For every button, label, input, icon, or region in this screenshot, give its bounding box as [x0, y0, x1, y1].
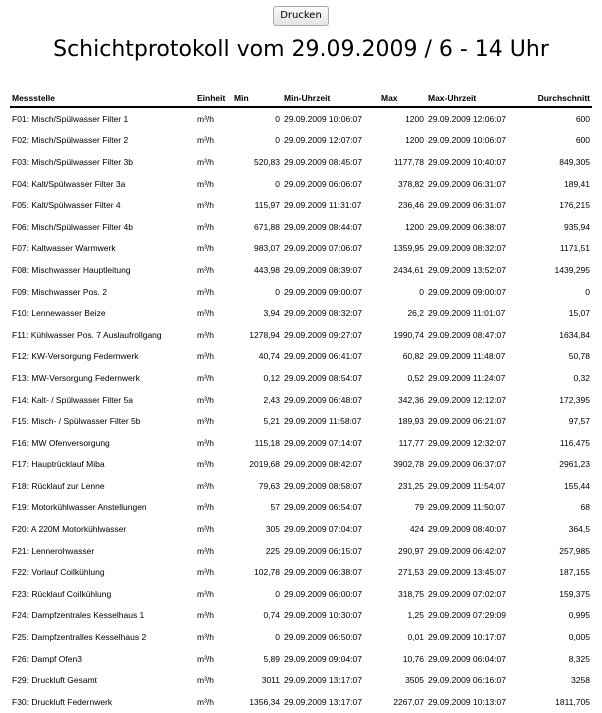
cell-messstelle: F01: Misch/Spülwasser Filter 1 [12, 113, 129, 124]
table-row [10, 605, 592, 627]
table-row [10, 518, 592, 540]
cell-max-uhrzeit: 29.09.2009 06:16:07 [428, 675, 506, 686]
cell-einheit: m³/h [197, 372, 214, 383]
table-row [10, 130, 592, 152]
cell-einheit: m³/h [197, 308, 214, 319]
cell-durchschnitt: 0,005 [568, 632, 590, 643]
table-row [10, 497, 592, 519]
header-min: Min [232, 85, 282, 107]
print-button[interactable]: Drucken [273, 6, 329, 26]
cell-durchschnitt: 2961,23 [559, 459, 590, 470]
cell-min: 1356,34 [249, 696, 280, 707]
cell-min-uhrzeit: 29.09.2009 06:38:07 [284, 567, 362, 578]
table-row [10, 107, 592, 130]
cell-max: 117,77 [398, 437, 424, 448]
cell-durchschnitt: 155,44 [564, 480, 590, 491]
cell-durchschnitt: 187,155 [559, 567, 590, 578]
cell-einheit: m³/h [197, 135, 214, 146]
cell-min: 5,89 [263, 653, 280, 664]
cell-messstelle: F15: Misch- / Spülwasser Filter 5b [12, 416, 141, 427]
cell-max: 290,97 [398, 545, 424, 556]
cell-messstelle: F29: Druckluft Gesamt [12, 675, 98, 686]
cell-messstelle: F06: Misch/Spülwasser Filter 4b [12, 221, 133, 232]
cell-durchschnitt: 600 [575, 113, 590, 124]
cell-durchschnitt: 1811,705 [555, 696, 590, 707]
cell-max-uhrzeit: 29.09.2009 12:12:07 [428, 394, 506, 405]
cell-durchschnitt: 849,305 [559, 156, 590, 167]
cell-min-uhrzeit: 29.09.2009 11:58:07 [284, 416, 362, 427]
table-row [10, 475, 592, 497]
cell-max: 1,25 [407, 610, 424, 621]
table-row [10, 324, 592, 346]
table-row [10, 281, 592, 303]
table-row [10, 259, 592, 281]
cell-min: 115,97 [254, 200, 280, 211]
cell-messstelle: F08: Mischwasser Hauptleitung [12, 264, 131, 275]
cell-messstelle: F12: KW-Versorgung Federnwerk [12, 351, 139, 362]
cell-min: 520,83 [254, 156, 280, 167]
cell-einheit: m³/h [197, 653, 214, 664]
cell-min-uhrzeit: 29.09.2009 11:31:07 [284, 200, 362, 211]
cell-messstelle: F05: Kalt/Spülwasser Filter 4 [12, 200, 121, 211]
cell-einheit: m³/h [197, 200, 214, 211]
cell-einheit: m³/h [197, 394, 214, 405]
cell-durchschnitt: 257,985 [559, 545, 590, 556]
cell-max: 1200 [405, 113, 424, 124]
cell-min: 0 [275, 113, 280, 124]
cell-max: 26,2 [407, 308, 424, 319]
cell-min: 3011 [261, 675, 280, 686]
cell-max: 10,76 [402, 653, 424, 664]
table-row [10, 691, 592, 713]
cell-einheit: m³/h [197, 286, 214, 297]
cell-durchschnitt: 1439,295 [554, 264, 590, 275]
cell-max-uhrzeit: 29.09.2009 08:47:07 [428, 329, 506, 340]
cell-min-uhrzeit: 29.09.2009 07:04:07 [284, 524, 362, 535]
cell-messstelle: F23: Rücklauf Coilkühlung [12, 588, 112, 599]
cell-min-uhrzeit: 29.09.2009 06:48:07 [284, 394, 362, 405]
measurement-table [10, 85, 592, 713]
cell-max-uhrzeit: 29.09.2009 11:54:07 [428, 480, 506, 491]
cell-min-uhrzeit: 29.09.2009 08:54:07 [284, 372, 362, 383]
header-min-uhrzeit: Min-Uhrzeit [282, 85, 379, 107]
cell-min-uhrzeit: 29.09.2009 06:00:07 [284, 588, 362, 599]
cell-durchschnitt: 15,07 [568, 308, 590, 319]
cell-durchschnitt: 176,215 [559, 200, 590, 211]
cell-max: 318,75 [398, 588, 424, 599]
cell-max: 1200 [405, 221, 424, 232]
cell-durchschnitt: 0 [585, 286, 590, 297]
cell-min: 0,74 [263, 610, 280, 621]
cell-max-uhrzeit: 29.09.2009 06:38:07 [428, 221, 506, 232]
table-row [10, 626, 592, 648]
cell-min: 0 [275, 632, 280, 643]
cell-max-uhrzeit: 29.09.2009 06:42:07 [428, 545, 506, 556]
cell-durchschnitt: 0,995 [568, 610, 590, 621]
header-max-uhrzeit: Max-Uhrzeit [426, 85, 523, 107]
cell-max-uhrzeit: 29.09.2009 06:31:07 [428, 200, 506, 211]
cell-einheit: m³/h [197, 416, 214, 427]
table-row [10, 173, 592, 195]
cell-einheit: m³/h [197, 632, 214, 643]
cell-min: 57 [270, 502, 280, 513]
cell-min-uhrzeit: 29.09.2009 12:07:07 [284, 135, 362, 146]
table-body [10, 107, 592, 713]
cell-messstelle: F11: Kühlwasser Pos. 7 Auslaufrollgang [12, 329, 162, 340]
table-row [10, 238, 592, 260]
cell-min-uhrzeit: 29.09.2009 06:06:07 [284, 178, 362, 189]
table-row [10, 302, 592, 324]
cell-einheit: m³/h [197, 480, 214, 491]
cell-min: 5,21 [263, 416, 280, 427]
cell-einheit: m³/h [197, 567, 214, 578]
cell-durchschnitt: 600 [575, 135, 590, 146]
cell-einheit: m³/h [197, 351, 214, 362]
cell-max: 1200 [405, 135, 424, 146]
cell-min-uhrzeit: 29.09.2009 06:54:07 [284, 502, 362, 513]
cell-messstelle: F19: Motorkühlwasser Anstellungen [12, 502, 147, 513]
cell-max: 378,82 [398, 178, 424, 189]
cell-einheit: m³/h [197, 437, 214, 448]
cell-einheit: m³/h [197, 502, 214, 513]
cell-durchschnitt: 159,375 [559, 588, 590, 599]
cell-durchschnitt: 364,5 [568, 524, 590, 535]
cell-min: 2019,68 [249, 459, 280, 470]
cell-einheit: m³/h [197, 524, 214, 535]
cell-durchschnitt: 116,475 [559, 437, 590, 448]
cell-durchschnitt: 50,78 [568, 351, 590, 362]
table-row [10, 389, 592, 411]
cell-max-uhrzeit: 29.09.2009 12:32:07 [428, 437, 506, 448]
cell-min-uhrzeit: 29.09.2009 08:39:07 [284, 264, 362, 275]
table-header-row [10, 85, 592, 107]
cell-min-uhrzeit: 29.09.2009 06:41:07 [284, 351, 362, 362]
cell-einheit: m³/h [197, 243, 214, 254]
cell-min-uhrzeit: 29.09.2009 09:00:07 [284, 286, 362, 297]
cell-messstelle: F16: MW Ofenversorgung [12, 437, 110, 448]
cell-min: 1278,94 [249, 329, 280, 340]
cell-min: 40,74 [258, 351, 280, 362]
header-einheit: Einheit [195, 85, 232, 107]
cell-messstelle: F07: Kaltwasser Warmwerk [12, 243, 116, 254]
table-row [10, 194, 592, 216]
cell-max-uhrzeit: 29.09.2009 09:00:07 [428, 286, 506, 297]
cell-messstelle: F09: Mischwasser Pos. 2 [12, 286, 107, 297]
cell-min-uhrzeit: 29.09.2009 08:58:07 [284, 480, 362, 491]
cell-messstelle: F03: Misch/Spülwasser Filter 3b [12, 156, 133, 167]
cell-max-uhrzeit: 29.09.2009 10:40:07 [428, 156, 506, 167]
cell-max: 2267,07 [393, 696, 424, 707]
cell-messstelle: F02: Misch/Spülwasser Filter 2 [12, 135, 129, 146]
cell-messstelle: F18: Rücklauf zur Lenne [12, 480, 105, 491]
cell-messstelle: F22: Vorlauf Coilkühlung [12, 567, 105, 578]
table-row [10, 561, 592, 583]
cell-max: 0 [419, 286, 424, 297]
cell-min-uhrzeit: 29.09.2009 08:44:07 [284, 221, 362, 232]
cell-messstelle: F10: Lennewasser Beize [12, 308, 106, 319]
cell-min-uhrzeit: 29.09.2009 10:06:07 [284, 113, 362, 124]
cell-min-uhrzeit: 29.09.2009 08:42:07 [284, 459, 362, 470]
cell-max-uhrzeit: 29.09.2009 11:24:07 [428, 372, 506, 383]
cell-min: 3,94 [263, 308, 280, 319]
cell-max-uhrzeit: 29.09.2009 07:02:07 [428, 588, 506, 599]
cell-min: 983,07 [254, 243, 280, 254]
table-row [10, 432, 592, 454]
cell-max-uhrzeit: 29.09.2009 10:13:07 [428, 696, 506, 707]
table-row [10, 216, 592, 238]
print-bar [0, 0, 602, 25]
table-row [10, 410, 592, 432]
cell-messstelle: F13: MW-Versorgung Federnwerk [12, 372, 140, 383]
cell-max-uhrzeit: 29.09.2009 13:45:07 [428, 567, 506, 578]
cell-max-uhrzeit: 29.09.2009 07:29:09 [428, 610, 506, 621]
cell-messstelle: F24: Dampfzentrales Kesselhaus 1 [12, 610, 145, 621]
cell-messstelle: F17: Hauptrücklauf Miba [12, 459, 105, 470]
cell-min: 79,63 [258, 480, 280, 491]
table-row [10, 346, 592, 368]
cell-durchschnitt: 172,395 [559, 394, 590, 405]
cell-durchschnitt: 97,57 [568, 416, 590, 427]
cell-max: 0,01 [407, 632, 424, 643]
cell-messstelle: F21: Lennerohwasser [12, 545, 95, 556]
cell-min: 671,88 [254, 221, 280, 232]
cell-einheit: m³/h [197, 178, 214, 189]
cell-max: 2434,61 [393, 264, 424, 275]
cell-min: 305 [265, 524, 280, 535]
cell-durchschnitt: 935,94 [564, 221, 590, 232]
cell-min: 0,12 [263, 372, 280, 383]
cell-messstelle: F20: A 220M Motorkühlwasser [12, 524, 127, 535]
cell-einheit: m³/h [197, 588, 214, 599]
cell-max: 0,52 [407, 372, 424, 383]
cell-max-uhrzeit: 29.09.2009 11:50:07 [428, 502, 506, 513]
cell-max: 3505 [405, 675, 424, 686]
cell-durchschnitt: 189,41 [564, 178, 590, 189]
cell-min-uhrzeit: 29.09.2009 09:04:07 [284, 653, 362, 664]
cell-max: 271,53 [398, 567, 424, 578]
cell-min-uhrzeit: 29.09.2009 07:14:07 [284, 437, 362, 448]
cell-min: 102,78 [254, 567, 280, 578]
table-row [10, 454, 592, 476]
cell-max-uhrzeit: 29.09.2009 06:21:07 [428, 416, 506, 427]
cell-messstelle: F14: Kalt- / Spülwasser Filter 5a [12, 394, 133, 405]
cell-einheit: m³/h [197, 329, 214, 340]
cell-min: 2,43 [263, 394, 280, 405]
cell-max-uhrzeit: 29.09.2009 13:52:07 [428, 264, 506, 275]
cell-durchschnitt: 1171,51 [559, 243, 590, 254]
cell-max-uhrzeit: 29.09.2009 06:37:07 [428, 459, 506, 470]
cell-min: 0 [275, 135, 280, 146]
cell-max-uhrzeit: 29.09.2009 11:48:07 [428, 351, 506, 362]
cell-max: 60,82 [402, 351, 424, 362]
cell-min: 0 [275, 178, 280, 189]
cell-min-uhrzeit: 29.09.2009 13:17:07 [284, 675, 362, 686]
cell-min-uhrzeit: 29.09.2009 07:06:07 [284, 243, 362, 254]
cell-einheit: m³/h [197, 545, 214, 556]
cell-max-uhrzeit: 29.09.2009 08:40:07 [428, 524, 506, 535]
cell-durchschnitt: 0,32 [573, 372, 590, 383]
cell-min-uhrzeit: 29.09.2009 06:50:07 [284, 632, 362, 643]
cell-einheit: m³/h [197, 113, 214, 124]
cell-max: 231,25 [398, 480, 424, 491]
header-durchschnitt: Durchschnitt [523, 85, 592, 107]
cell-max-uhrzeit: 29.09.2009 12:06:07 [428, 113, 506, 124]
cell-durchschnitt: 8,325 [568, 653, 590, 664]
cell-min-uhrzeit: 29.09.2009 06:15:07 [284, 545, 362, 556]
cell-max: 189,93 [398, 416, 424, 427]
cell-max-uhrzeit: 29.09.2009 06:04:07 [428, 653, 506, 664]
header-max: Max [379, 85, 426, 107]
cell-einheit: m³/h [197, 459, 214, 470]
cell-min: 225 [265, 545, 280, 556]
cell-min-uhrzeit: 29.09.2009 13:17:07 [284, 696, 362, 707]
cell-messstelle: F04: Kalt/Spülwasser Filter 3a [12, 178, 126, 189]
cell-durchschnitt: 68 [580, 502, 590, 513]
cell-max-uhrzeit: 29.09.2009 10:06:07 [428, 135, 506, 146]
table-row [10, 367, 592, 389]
cell-min-uhrzeit: 29.09.2009 09:27:07 [284, 329, 362, 340]
cell-max: 236,46 [398, 200, 424, 211]
cell-max: 1990,74 [393, 329, 424, 340]
cell-max: 3902,78 [393, 459, 424, 470]
cell-min: 115,18 [254, 437, 280, 448]
cell-max: 1177,78 [393, 156, 424, 167]
cell-messstelle: F26: Dampf Ofen3 [12, 653, 82, 664]
table-row [10, 648, 592, 670]
cell-max-uhrzeit: 29.09.2009 11:01:07 [428, 308, 506, 319]
cell-max-uhrzeit: 29.09.2009 08:32:07 [428, 243, 506, 254]
cell-einheit: m³/h [197, 264, 214, 275]
cell-einheit: m³/h [197, 610, 214, 621]
cell-min: 443,98 [254, 264, 280, 275]
cell-min-uhrzeit: 29.09.2009 08:32:07 [284, 308, 362, 319]
cell-messstelle: F30: Druckluft Federnwerk [12, 696, 113, 707]
cell-min: 0 [275, 588, 280, 599]
cell-durchschnitt: 3258 [571, 675, 590, 686]
cell-messstelle: F25: Dampfzentralles Kesselhaus 2 [12, 632, 147, 643]
cell-durchschnitt: 1634,84 [559, 329, 590, 340]
cell-einheit: m³/h [197, 696, 214, 707]
cell-einheit: m³/h [197, 675, 214, 686]
table-row [10, 540, 592, 562]
cell-max-uhrzeit: 29.09.2009 10:17:07 [428, 632, 506, 643]
table-row [10, 669, 592, 691]
cell-max: 424 [409, 524, 424, 535]
table-row [10, 583, 592, 605]
table-row [10, 151, 592, 173]
cell-max-uhrzeit: 29.09.2009 06:31:07 [428, 178, 506, 189]
cell-min: 0 [275, 286, 280, 297]
page-title: Schichtprotokoll vom 29.09.2009 / 6 - 14 Uhr [53, 37, 549, 62]
cell-einheit: m³/h [197, 156, 214, 167]
cell-max: 79 [414, 502, 424, 513]
cell-max: 1359,95 [393, 243, 424, 254]
header-messstelle: Messstelle [10, 85, 195, 107]
cell-min-uhrzeit: 29.09.2009 10:30:07 [284, 610, 362, 621]
cell-einheit: m³/h [197, 221, 214, 232]
cell-max: 342,36 [398, 394, 424, 405]
cell-min-uhrzeit: 29.09.2009 08:45:07 [284, 156, 362, 167]
